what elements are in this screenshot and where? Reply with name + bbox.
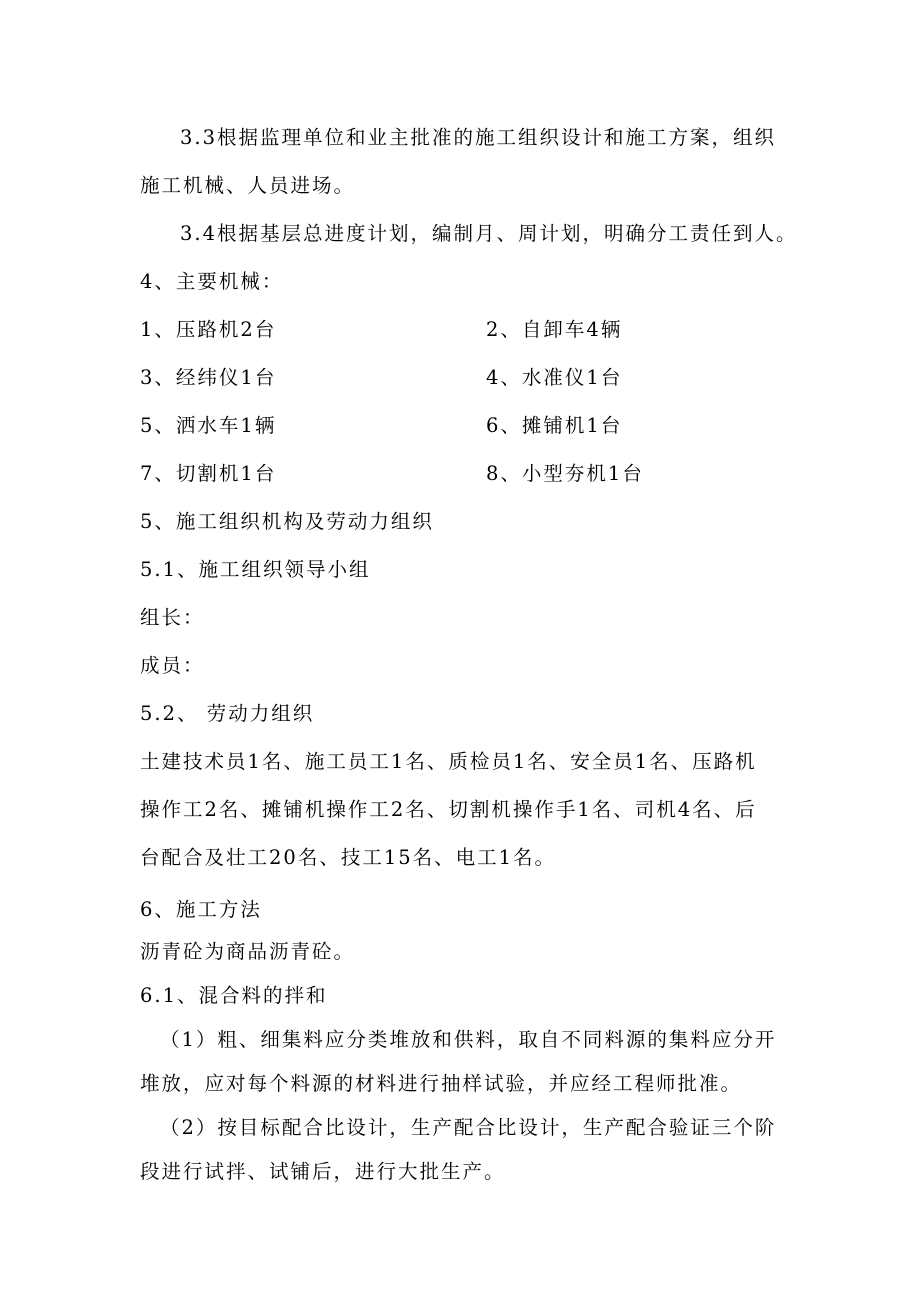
method-item1-line1: （1）粗、细集料应分类堆放和供料，取自不同料源的集料应分开	[160, 1028, 777, 1051]
machinery-item: 2、自卸车4辆	[486, 318, 623, 341]
organization-heading: 5、施工组织机构及劳动力组织	[140, 510, 434, 533]
section-5-1-heading: 5.1、施工组织领导小组	[140, 558, 371, 581]
method-item2-line2: 段进行试拌、试铺后，进行大批生产。	[140, 1160, 506, 1183]
machinery-item: 6、摊铺机1台	[486, 414, 623, 437]
method-item1-line2: 堆放，应对每个料源的材料进行抽样试验，并应经工程师批准。	[140, 1072, 743, 1095]
para-3-3-line1: 3.3根据监理单位和业主批准的施工组织设计和施工方案，组织	[180, 126, 777, 149]
machinery-item: 1、压路机2台	[140, 318, 277, 341]
machinery-item: 3、经纬仪1台	[140, 366, 277, 389]
machinery-item: 7、切割机1台	[140, 462, 277, 485]
section-5-2-heading: 5.2、 劳动力组织	[140, 702, 315, 725]
section-6-1-heading: 6.1、混合料的拌和	[140, 984, 328, 1007]
machinery-heading: 4、主要机械：	[140, 270, 284, 293]
machinery-item: 4、水准仪1台	[486, 366, 623, 389]
labor-line: 操作工2名、摊铺机操作工2名、切割机操作手1名、司机4名、后	[140, 798, 757, 821]
labor-line: 土建技术员1名、施工员工1名、质检员1名、安全员1名、压路机	[140, 750, 757, 773]
leader-label: 组长：	[140, 606, 205, 629]
machinery-item: 8、小型夯机1台	[486, 462, 644, 485]
members-label: 成员：	[140, 654, 205, 677]
para-3-3-line2: 施工机械、人员进场。	[140, 174, 356, 197]
machinery-item: 5、洒水车1辆	[140, 414, 277, 437]
method-item2-line1: （2）按目标配合比设计，生产配合比设计，生产配合验证三个阶	[160, 1116, 777, 1139]
method-intro: 沥青砼为商品沥青砼。	[140, 940, 356, 963]
para-3-4: 3.4根据基层总进度计划，编制月、周计划，明确分工责任到人。	[180, 222, 798, 245]
method-heading: 6、施工方法	[140, 898, 262, 921]
labor-line: 台配合及壮工20名、技工15名、电工1名。	[140, 846, 557, 869]
